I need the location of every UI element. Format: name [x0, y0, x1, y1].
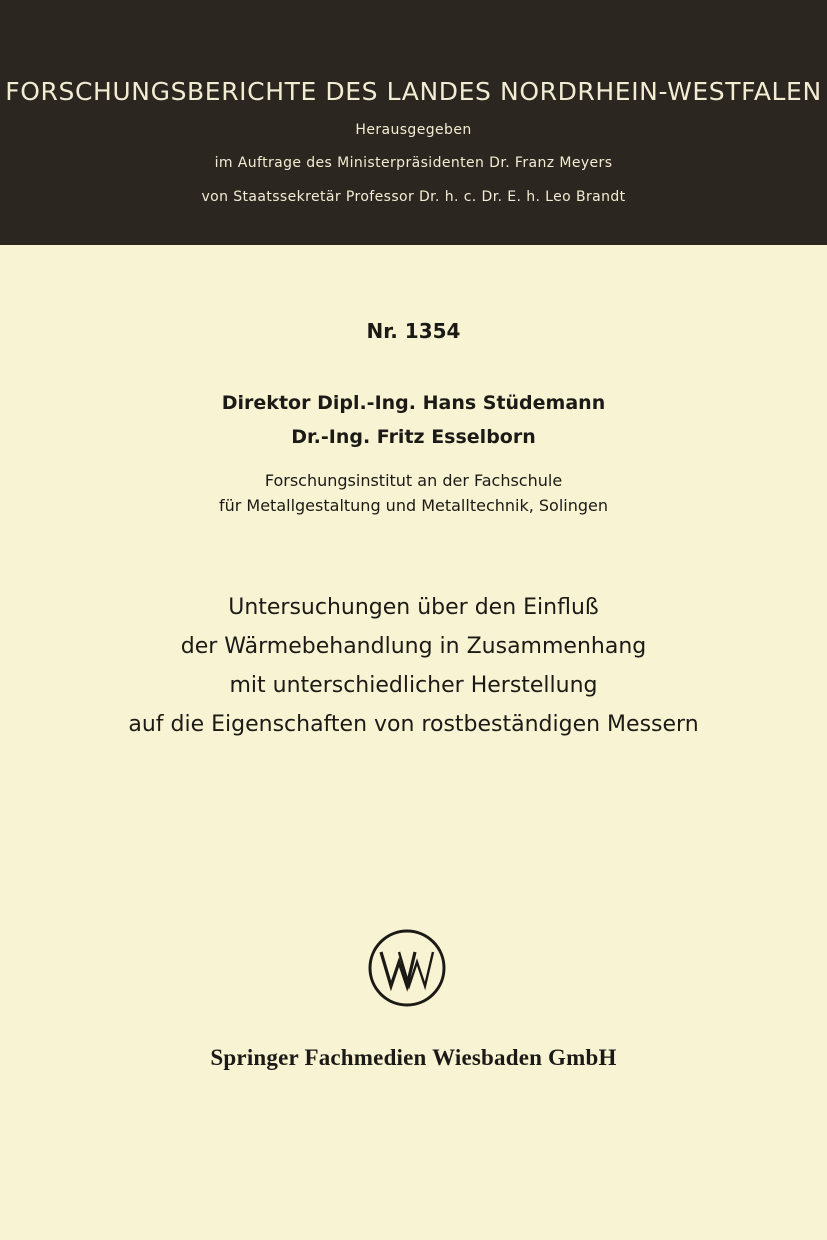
publisher-logo-icon [367, 928, 447, 1008]
title-line-2: der Wärmebehandlung in Zusammenhang [180, 634, 647, 659]
title-line-3: mit unterschiedlicher Herstellung [229, 673, 598, 698]
series-title: FORSCHUNGSBERICHTE DES LANDES NORDRHEIN-WESTFALEN [5, 77, 822, 106]
header-band [0, 0, 827, 245]
title-line-4: auf die Eigenschaften von rostbeständigen Messern [128, 712, 699, 737]
editor-line-1: Herausgegeben [355, 122, 472, 138]
publisher-name: Springer Fachmedien Wiesbaden GmbH [210, 1045, 617, 1070]
author-1: Direktor Dipl.-Ing. Hans Stüdemann [221, 392, 606, 414]
author-2: Dr.-Ing. Fritz Esselborn [291, 426, 536, 448]
institute-line-1: Forschungsinstitut an der Fachschule [264, 471, 563, 490]
report-number: Nr. 1354 [366, 319, 461, 343]
title-line-1: Untersuchungen über den Einfluß [228, 595, 599, 620]
institute-line-2: für Metallgestaltung und Metalltechnik, Solingen [218, 496, 609, 515]
editor-line-3: von Staatssekretär Professor Dr. h. c. Dr. E. h. Leo Brandt [201, 189, 626, 205]
editor-line-2: im Auftrage des Ministerpräsidenten Dr. Franz Meyers [214, 155, 613, 171]
